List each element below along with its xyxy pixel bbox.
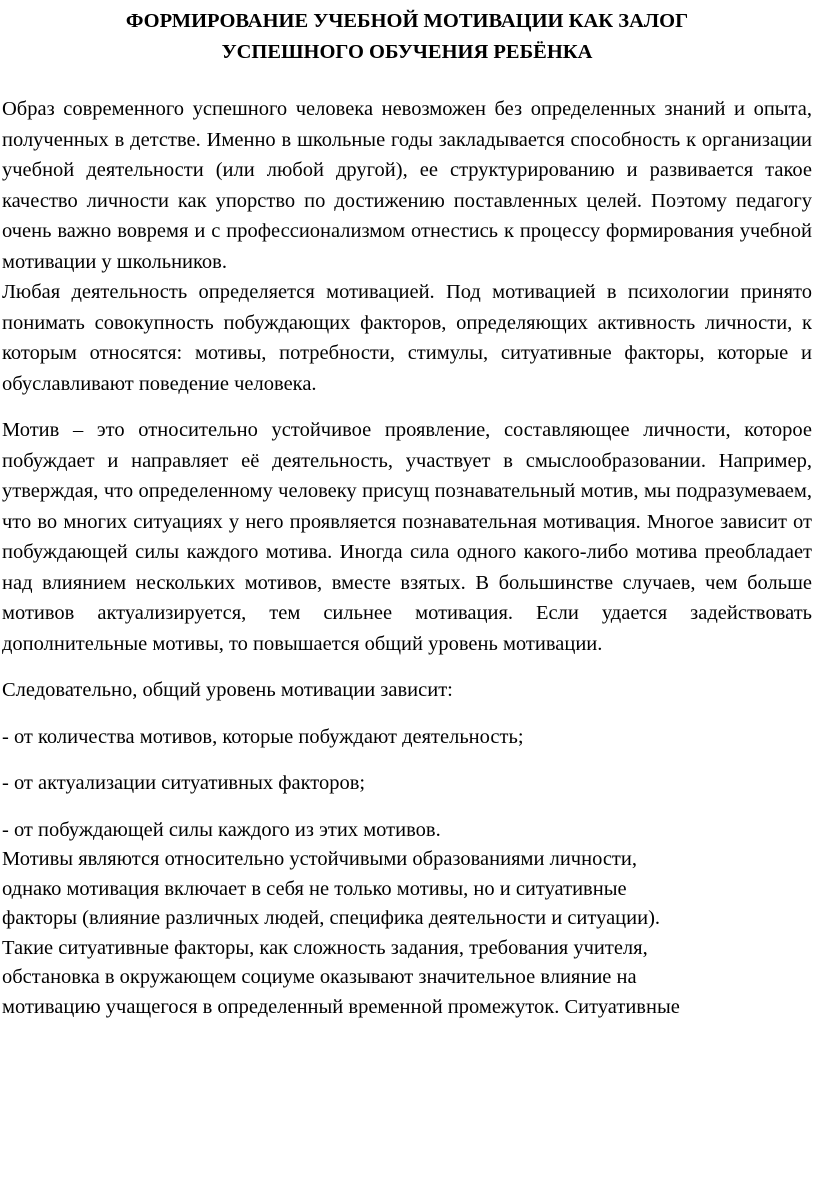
paragraph-3: Мотив – это относительно устойчивое проявление, составляющее личности, которое побуждает и направляет её деятельность, участвует в смыслообразовании. Например, утверждая, что определенному человеку присущ познавательный мотив, мы подразумеваем, что во многих ситуациях у него проявляется познавательная мотивация. Многое зависит от побуждающей силы каждого мотива. Иногда сила одного какого-либо мотива преобладает над влиянием нескольких мотивов, вместе взятых. В большинстве случаев, чем больше мотивов актуализируется, тем сильнее мотивация. Если удается задействовать дополнительные мотивы, то повышается общий уровень мотивации. [2,419,812,655]
list-item: - от количества мотивов, которые побуждают деятельность; [2,725,524,748]
paragraph-2: Любая деятельность определяется мотивацией. Под мотивацией в психологии принято понимать совокупность побуждающих факторов, определяющих активность личности, к которым относятся: мотивы, потребности, стимулы, ситуативные факторы, которые и обуславливают поведение человека. [2,281,812,395]
paragraph-5-line: факторы (влияние различных людей, специфика деятельности и ситуации). [2,907,661,929]
paragraph-4: Следовательно, общий уровень мотивации зависит: [2,679,453,701]
list-item: - от побуждающей силы каждого из этих мотивов. [2,818,441,841]
paragraph-5-line: однако мотивация включает в себя не только мотивы, но и ситуативные [2,877,627,900]
paragraph-5-line: мотивацию учащегося в определенный временной промежуток. Ситуативные [2,995,680,1018]
title-line-1: ФОРМИРОВАНИЕ УЧЕБНОЙ МОТИВАЦИИ КАК ЗАЛОГ [125,10,689,32]
paragraph-1: Образ современного успешного человека невозможен без определенных знаний и опыта, полученных в детстве. Именно в школьные годы закладывается способность к организации учебной деятельности (или любой другой), ее структурированию и развивается такое качество личности как упорство по достижению поставленных целей. Поэтому педагогу очень важно вовремя и с профессионализмом отнестись к процессу формирования учебной мотивации у школьников. [2,98,812,273]
paragraph-5-line: обстановка в окружающем социуме оказывают значительное влияние на [2,966,637,988]
list-item: - от актуализации ситуативных факторов; [2,772,366,794]
paragraph-5-line: Такие ситуативные факторы, как сложность задания, требования учителя, [2,936,648,959]
document-title [2,6,812,68]
title-line-2: УСПЕШНОГО ОБУЧЕНИЯ РЕБЁНКА [221,41,593,63]
paragraph-5-line: Мотивы являются относительно устойчивыми образованиями личности, [2,848,637,870]
paragraph-5 [2,845,812,1022]
